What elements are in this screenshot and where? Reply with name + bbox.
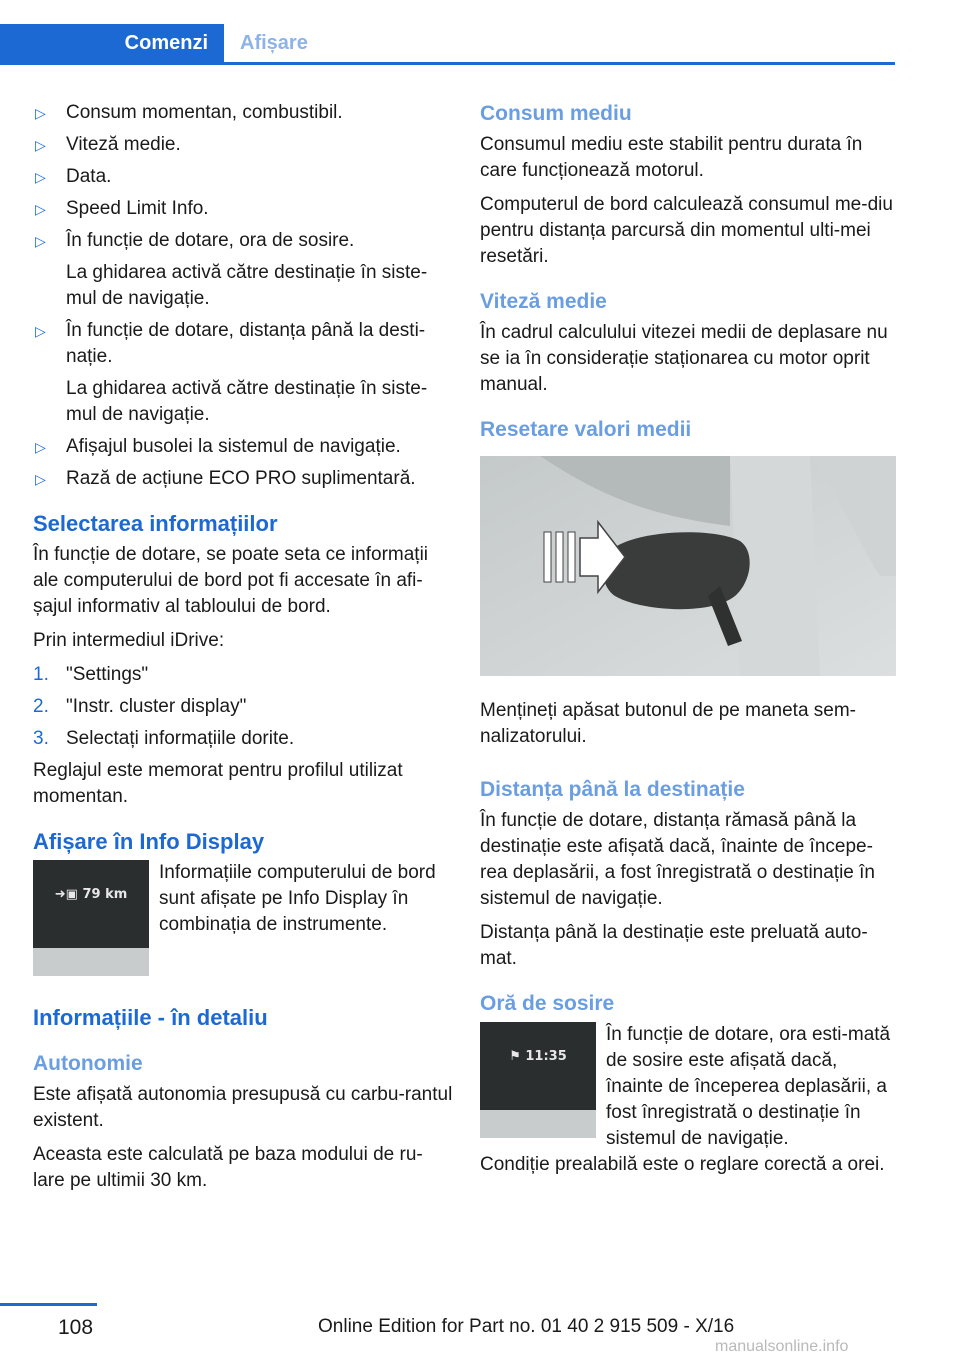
heading-info-display: Afișare în Info Display	[33, 829, 265, 854]
list-item-text: Consum momentan, combustibil.	[66, 102, 343, 123]
paragraph: În funcție de dotare, distanța rămasă până la destinație este afișată dacă, înainte de începe‐rea deplasării, a fost înregistrată o destinație în sistemul de navigație.	[480, 810, 876, 909]
step-number: 2.	[33, 696, 49, 717]
paragraph: Prin intermediul iDrive:	[33, 630, 225, 651]
triangle-bullet-icon: ▷	[35, 137, 46, 153]
list-item-text: Data.	[66, 166, 112, 187]
heading-selectarea: Selectarea informațiilor	[33, 511, 278, 536]
paragraph: Reglajul este memorat pentru profilul utilizat momentan.	[33, 760, 403, 807]
list-item	[33, 434, 453, 460]
flag-icon: ⚑	[509, 1049, 521, 1064]
heading-viteza-medie: Viteză medie	[480, 290, 607, 313]
list-item	[33, 196, 453, 222]
triangle-bullet-icon: ▷	[35, 471, 46, 487]
list-item-text: În funcție de dotare, ora de sosire.	[66, 230, 355, 251]
heading-consum-mediu: Consum mediu	[480, 102, 632, 125]
list-item	[33, 466, 453, 492]
step-text: "Instr. cluster display"	[66, 696, 247, 717]
list-item-text: Speed Limit Info.	[66, 198, 209, 219]
paragraph: Computerul de bord calculează consumul me‐diu pentru distanța parcursă din momentul ulti‐mei resetări.	[480, 194, 893, 267]
figure-caption: Informațiile computerului de bord sunt afișate pe Info Display în combinația de instrumente.	[159, 862, 436, 935]
heading-detaliu: Informațiile - în detaliu	[33, 1005, 268, 1030]
triangle-bullet-icon: ▷	[35, 439, 46, 455]
heading-distanta: Distanța până la destinație	[480, 778, 745, 801]
heading-resetare: Resetare valori medii	[480, 418, 692, 441]
fuel-arrow-icon: ➜▣	[54, 887, 78, 902]
cluster-display-image	[33, 860, 149, 976]
triangle-bullet-icon: ▷	[35, 105, 46, 121]
tab-comenzi[interactable]: Comenzi	[0, 24, 224, 62]
list-item-subtext: La ghidarea activă către destinație în siste‐mul de navigație.	[66, 378, 428, 425]
list-item-text: În funcție de dotare, distanța până la desti‐nație.	[66, 320, 426, 367]
list-item-text: Viteză medie.	[66, 134, 181, 155]
turn-signal-lever-photo	[480, 456, 896, 676]
paragraph: Mențineți apăsat butonul de pe maneta sem‐nalizatorului.	[480, 700, 857, 747]
info-display-figure	[33, 860, 453, 976]
edition-note: Online Edition for Part no. 01 40 2 915 509 - X/16	[318, 1316, 735, 1337]
triangle-bullet-icon: ▷	[35, 323, 46, 339]
list-item	[33, 228, 453, 312]
heading-autonomie: Autonomie	[33, 1052, 143, 1075]
heading-ora-sosire: Oră de sosire	[480, 992, 615, 1015]
tab-afisare[interactable]: Afișare	[240, 32, 308, 54]
step-item	[33, 694, 453, 720]
paragraph: Consumul mediu este stabilit pentru durata în care funcționează motorul.	[480, 134, 863, 181]
list-item	[33, 132, 453, 158]
time-readout: 11:35	[525, 1049, 567, 1064]
header-tabbar	[0, 24, 895, 65]
range-readout: 79 km	[82, 887, 128, 902]
list-item	[33, 164, 453, 190]
arrival-display-image	[480, 1022, 596, 1138]
paragraph: În cadrul calculului vitezei medii de deplasare nu se ia în considerație staționarea cu motor oprit manual.	[480, 322, 888, 395]
triangle-bullet-icon: ▷	[35, 201, 46, 217]
arrival-time-figure	[480, 1022, 896, 1152]
footer-rule	[0, 1303, 97, 1306]
step-text: Selectați informațiile dorite.	[66, 728, 295, 749]
list-item	[33, 318, 453, 428]
step-text: "Settings"	[66, 664, 149, 685]
figure-caption: În funcție de dotare, ora esti‐mată de sosire este afișată dacă, înainte de începerea deplasării, a fost înregistrată o destinație în sistemul de navigație.	[606, 1024, 891, 1149]
step-number: 1.	[33, 664, 49, 685]
paragraph: Aceasta este calculată pe baza modului de ru‐lare pe ultimii 30 km.	[33, 1144, 423, 1191]
paragraph: Condiție prealabilă este o reglare corectă a orei.	[480, 1154, 885, 1175]
step-item	[33, 726, 453, 752]
list-item-text: Afișajul busolei la sistemul de navigație.	[66, 436, 401, 457]
step-number: 3.	[33, 728, 49, 749]
paragraph: În funcție de dotare, se poate seta ce informații ale computerului de bord pot fi accesate în afi‐șajul informativ al tabloului de bord.	[33, 544, 429, 617]
step-item	[33, 662, 453, 688]
steps-list	[33, 662, 453, 752]
watermark: manualsonline.info	[715, 1338, 849, 1355]
left-column	[33, 100, 453, 1202]
paragraph: Distanța până la destinație este preluată auto‐mat.	[480, 922, 868, 969]
right-column	[480, 100, 896, 1186]
page-number: 108	[58, 1316, 94, 1339]
list-item-text: Rază de acțiune ECO PRO suplimentară.	[66, 468, 416, 489]
list-item	[33, 100, 453, 126]
triangle-bullet-icon: ▷	[35, 233, 46, 249]
bullet-list	[33, 100, 453, 492]
paragraph: Este afișată autonomia presupusă cu carbu‐rantul existent.	[33, 1084, 453, 1131]
triangle-bullet-icon: ▷	[35, 169, 46, 185]
list-item-subtext: La ghidarea activă către destinație în siste‐mul de navigație.	[66, 262, 428, 309]
